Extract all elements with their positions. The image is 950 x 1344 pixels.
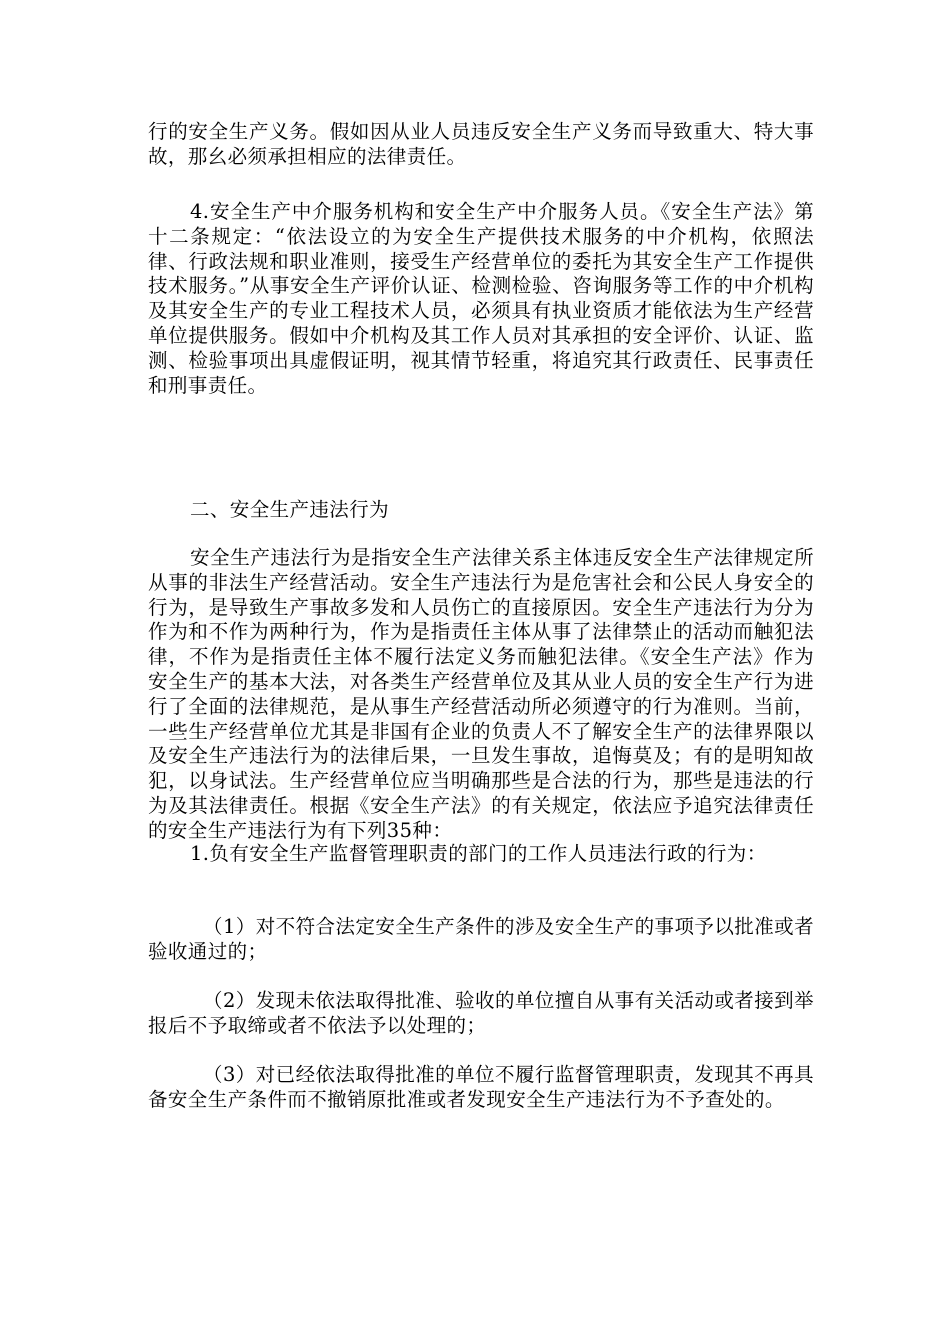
paragraph-subitem-3: （3）对已经依法取得批准的单位不履行监督管理职责，发现其不再具备安全生产条件而不撤销原批准或者发现安全生产违法行为不予查处的。 xyxy=(148,1063,814,1111)
paragraph-item-1: 1.负有安全生产监督管理职责的部门的工作人员违法行政的行为： xyxy=(190,842,767,865)
paragraph-subitem-1: （1）对不符合法定安全生产条件的涉及安全生产的事项予以批准或者验收通过的； xyxy=(148,915,814,963)
paragraph-subitem-2: （2）发现未依法取得批准、验收的单位擅自从事有关活动或者接到举报后不予取缔或者不依法予以处理的； xyxy=(148,989,814,1037)
section-heading-violations: 二、安全生产违法行为 xyxy=(190,498,390,521)
paragraph-intermediary-services: 4.安全生产中介服务机构和安全生产中介服务人员。《安全生产法》第十二条规定：“依法设立的为安全生产提供技术服务的中介机构，依照法律、行政法规和职业准则，接受生产经营单位的委托为其安全生产工作提供技术服务。”从事安全生产评价认证、检测检验、咨询服务等工作的中介机构及其安全生产的专业工程技术人员，必须具有执业资质才能依法为生产经营单位提供服务。假如中介机构及其工作人员对其承担的安全评价、认证、监测、检验事项出具虚假证明，视其情节轻重，将追究其行政责任、民事责任和刑事责任。 xyxy=(148,200,814,397)
paragraph-violations-definition: 安全生产违法行为是指安全生产法律关系主体违反安全生产法律规定所从事的非法生产经营活动。安全生产违法行为是危害社会和公民人身安全的行为，是导致生产事故多发和人员伤亡的直接原因。安全生产违法行为分为作为和不作为两种行为，作为是指责任主体从事了法律禁止的活动而触犯法律，不作为是指责任主体不履行法定义务而触犯法律。《安全生产法》作为安全生产的基本大法，对各类生产经营单位及其从业人员的安全生产行为进行了全面的法律规范，是从事生产经营活动所必须遵守的行为准则。当前，一些生产经营单位尤其是非国有企业的负责人不了解安全生产的法律界限以及安全生产违法行为的法律后果，一旦发生事故，追悔莫及；有的是明知故犯，以身试法。生产经营单位应当明确那些是合法的行为，那些是违法的行为及其法律责任。根据《安全生产法》的有关规定，依法应予追究法律责任的安全生产违法行为有下列35种： xyxy=(148,546,814,842)
paragraph-continuation: 行的安全生产义务。假如因从业人员违反安全生产义务而导致重大、特大事故，那幺必须承担相应的法律责任。 xyxy=(148,120,814,168)
